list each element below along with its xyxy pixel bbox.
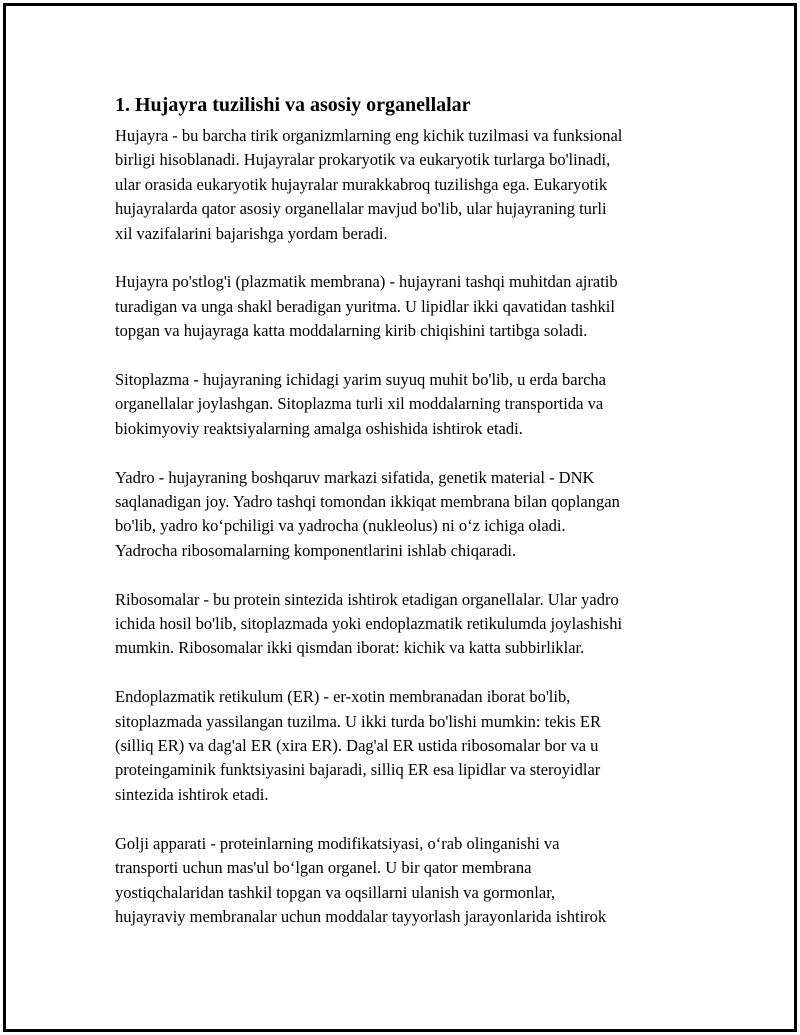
document-body [115,92,695,954]
text-line: Hujayra po'stlog'i (plazmatik membrana) - hujayrani tashqi muhitdan ajratib [115,272,618,292]
text-line: yostiqchalaridan tashkil topgan va oqsillarni ulanish va gormonlar, [115,882,556,902]
text-line: topgan va hujayraga katta moddalarning kirib chiqishini tartibga soladi. [115,321,588,341]
text-line: (silliq ER) va dag'al ER (xira ER). Dag'al ER ustida ribosomalar bor va u [115,736,599,756]
text-line: birligi hisoblanadi. Hujayralar prokaryotik va eukaryotik turlarga bo'linadi, [115,150,611,170]
text-line: sitoplazmada yassilangan tuzilma. U ikki turda bo'lishi mumkin: tekis ER [115,711,601,731]
paragraph-yadro [115,466,695,564]
text-line: Hujayra - bu barcha tirik organizmlarning eng kichik tuzilmasi va funksional [115,126,623,145]
text-line: transporti uchun mas'ul bo‘lgan organel. U bir qator membrana [115,858,532,878]
text-line: ular orasida eukaryotik hujayralar murakkabroq tuzilishga ega. Eukaryotik [115,174,608,194]
text-line: biokimyoviy reaktsiyalarning amalga oshishida ishtirok etadi. [115,418,523,438]
text-line: Yadro - hujayraning boshqaruv markazi sifatida, genetik material - DNK [115,467,595,487]
text-line: Sitoplazma - hujayraning ichidagi yarim suyuq muhit bo'lib, u erda barcha [115,370,606,390]
text-line: Yadrocha ribosomalarning komponentlarini ishlab chiqaradi. [115,540,517,560]
text-line: proteingaminik funktsiyasini bajaradi, silliq ER esa lipidlar va steroyidlar [115,760,601,780]
text-line: hujayraviy membranalar uchun moddalar tayyorlash jarayonlarida ishtirok [115,906,607,926]
section-title: 1. Hujayra tuzilishi va asosiy organellalar [115,94,471,116]
text-line: Ribosomalar - bu protein sintezida ishtirok etadigan organellalar. Ular yadro [115,589,619,609]
text-line: Endoplazmatik retikulum (ER) - er-xotin membranadan iborat bo'lib, [115,687,571,707]
paragraph-membrana [115,270,695,343]
text-line: turadigan va unga shakl beradigan yuritma. U lipidlar ikki qavatidan tashkil [115,296,615,316]
text-line: hujayralarda qator asosiy organellalar mavjud bo'lib, ular hujayraning turli [115,199,607,219]
text-line: mumkin. Ribosomalar ikki qismdan iborat: kichik va katta subbirliklar. [115,638,585,658]
text-line: Golji apparati - proteinlarning modifikatsiyasi, o‘rab olinganishi va [115,833,560,853]
paragraph-ribosomalar [115,588,695,661]
text-line: saqlanadigan joy. Yadro tashqi tomondan ikkiqat membrana bilan qoplangan [115,492,620,512]
paragraph-golji-apparati [115,832,695,930]
text-line: ichida hosil bo'lib, sitoplazmada yoki endoplazmatik retikulumda joylashishi [115,614,623,634]
paragraph-sitoplazma [115,368,695,441]
text-line: organellalar joylashgan. Sitoplazma turli xil moddalarning transportida va [115,394,604,414]
paragraph-hujayra [115,124,695,246]
text-line: bo'lib, yadro ko‘pchiligi va yadrocha (nukleolus) ni o‘z ichiga oladi. [115,516,566,536]
text-line: sintezida ishtirok etadi. [115,784,269,804]
text-line: xil vazifalarini bajarishga yordam beradi. [115,223,388,243]
paragraph-endoplazmatik-retikulum [115,685,695,807]
